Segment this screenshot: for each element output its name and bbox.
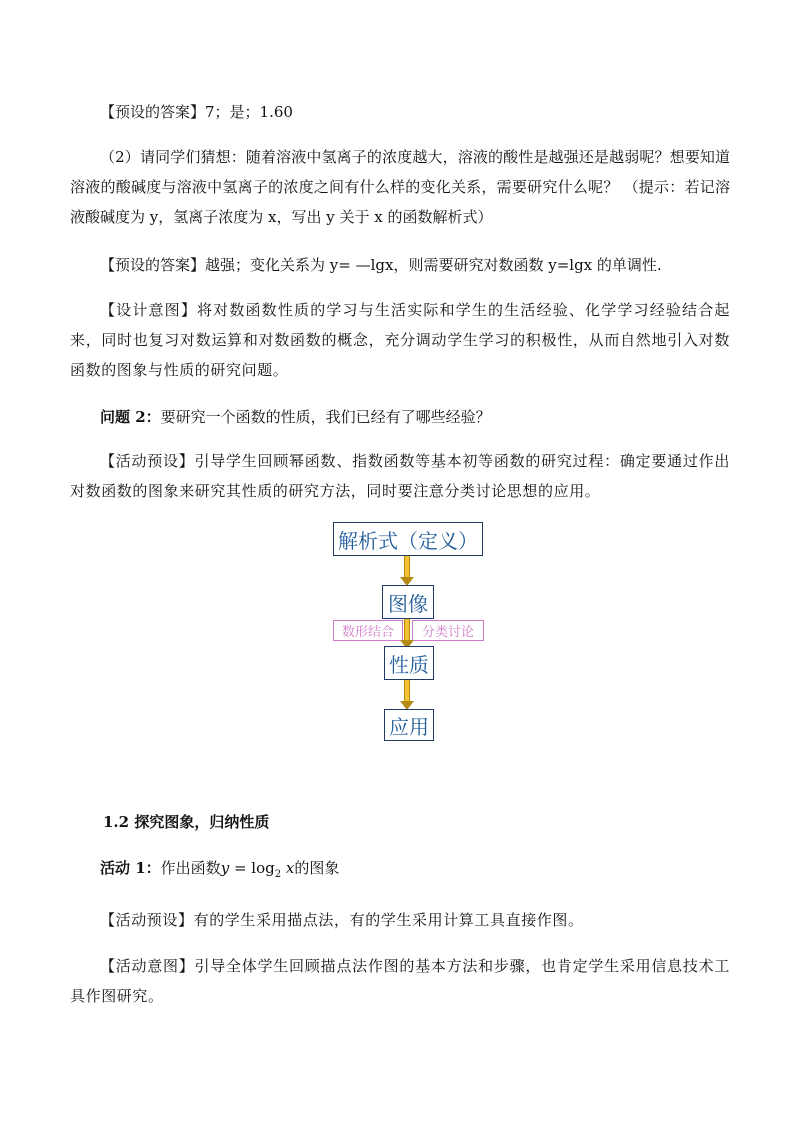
question-paragraph [70,142,730,232]
activity-intent-text: 引导全体学生回顾描点法作图的基本方法和步骤，也肯定学生采用信息技术工具作图研究。 [70,957,730,1005]
flow-tag-classification: 分类讨论 [412,620,484,641]
design-intent-label: 【设计意图】 [100,301,198,319]
flow-arrow-2 [401,619,413,649]
design-intent [70,295,730,385]
question-2-text: 要研究一个函数的性质，我们已经有了哪些经验？ [160,408,491,426]
activity-1-label: 活动 1： [100,859,161,877]
activity-preset-1 [70,446,730,506]
question-2 [70,402,730,432]
activity-preset-text: 引导学生回顾幂函数、指数函数等基本初等函数的研究过程：确定要通过作出对数函数的图象来研究其性质的研究方法，同时要注意分类讨论思想的应用。 [70,452,730,500]
activity-1 [70,853,730,890]
section-title: 1.2 探究图象，归纳性质 [103,813,270,831]
activity-preset-text: 有的学生采用描点法，有的学生采用计算工具直接作图。 [193,911,584,929]
flow-box-properties: 性质 [384,646,434,680]
flow-arrow-3 [401,680,413,710]
preset-answer-2 [70,250,730,280]
flow-box-application: 应用 [384,709,434,741]
flow-tag-number-shape: 数形结合 [333,620,403,641]
activity-1-post: 的图象 [294,859,340,877]
activity-1-pre: 作出函数 [160,859,221,877]
preset-answer-1 [70,97,730,127]
question-2-label: 问题 2： [100,408,161,426]
flow-box-definition: 解析式（定义） [333,522,483,556]
activity-intent [70,951,730,1011]
preset-answer-text: 7；是；1.60 [205,103,293,121]
activity-intent-label: 【活动意图】 [100,957,195,975]
activity-preset-label: 【活动预设】 [100,911,194,929]
flow-arrow-1 [401,556,413,586]
activity-preset-label: 【活动预设】 [100,452,195,470]
flow-box-graph: 图像 [382,585,434,619]
design-intent-text: 将对数函数性质的学习与生活实际和学生的生活经验、化学学习经验结合起来，同时也复习对数运算和对数函数的概念，充分调动学生学习的积极性，从而自然地引入对数函数的图象与性质的研究问题。 [70,301,730,379]
question-text: （2）请同学们猜想：随着溶液中氢离子的浓度越大，溶液的酸性是越强还是越弱呢？想要知道溶液的酸碱度与溶液中氢离子的浓度之间有什么样的变化关系，需要研究什么呢？ （提示：若记溶液酸碱度为 y，氢离子浓度为 x，写出 y 关于 x 的函数解析式） [70,148,730,226]
activity-1-formula: $y = \log_2 x$ [220,859,295,880]
preset-answer-text: 越强；变化关系为 y= —lgx，则需要研究对数函数 y=lgx 的单调性. [205,256,662,274]
preset-answer-label: 【预设的答案】 [100,256,206,274]
activity-preset-2 [70,905,730,935]
preset-answer-label: 【预设的答案】 [100,103,206,121]
